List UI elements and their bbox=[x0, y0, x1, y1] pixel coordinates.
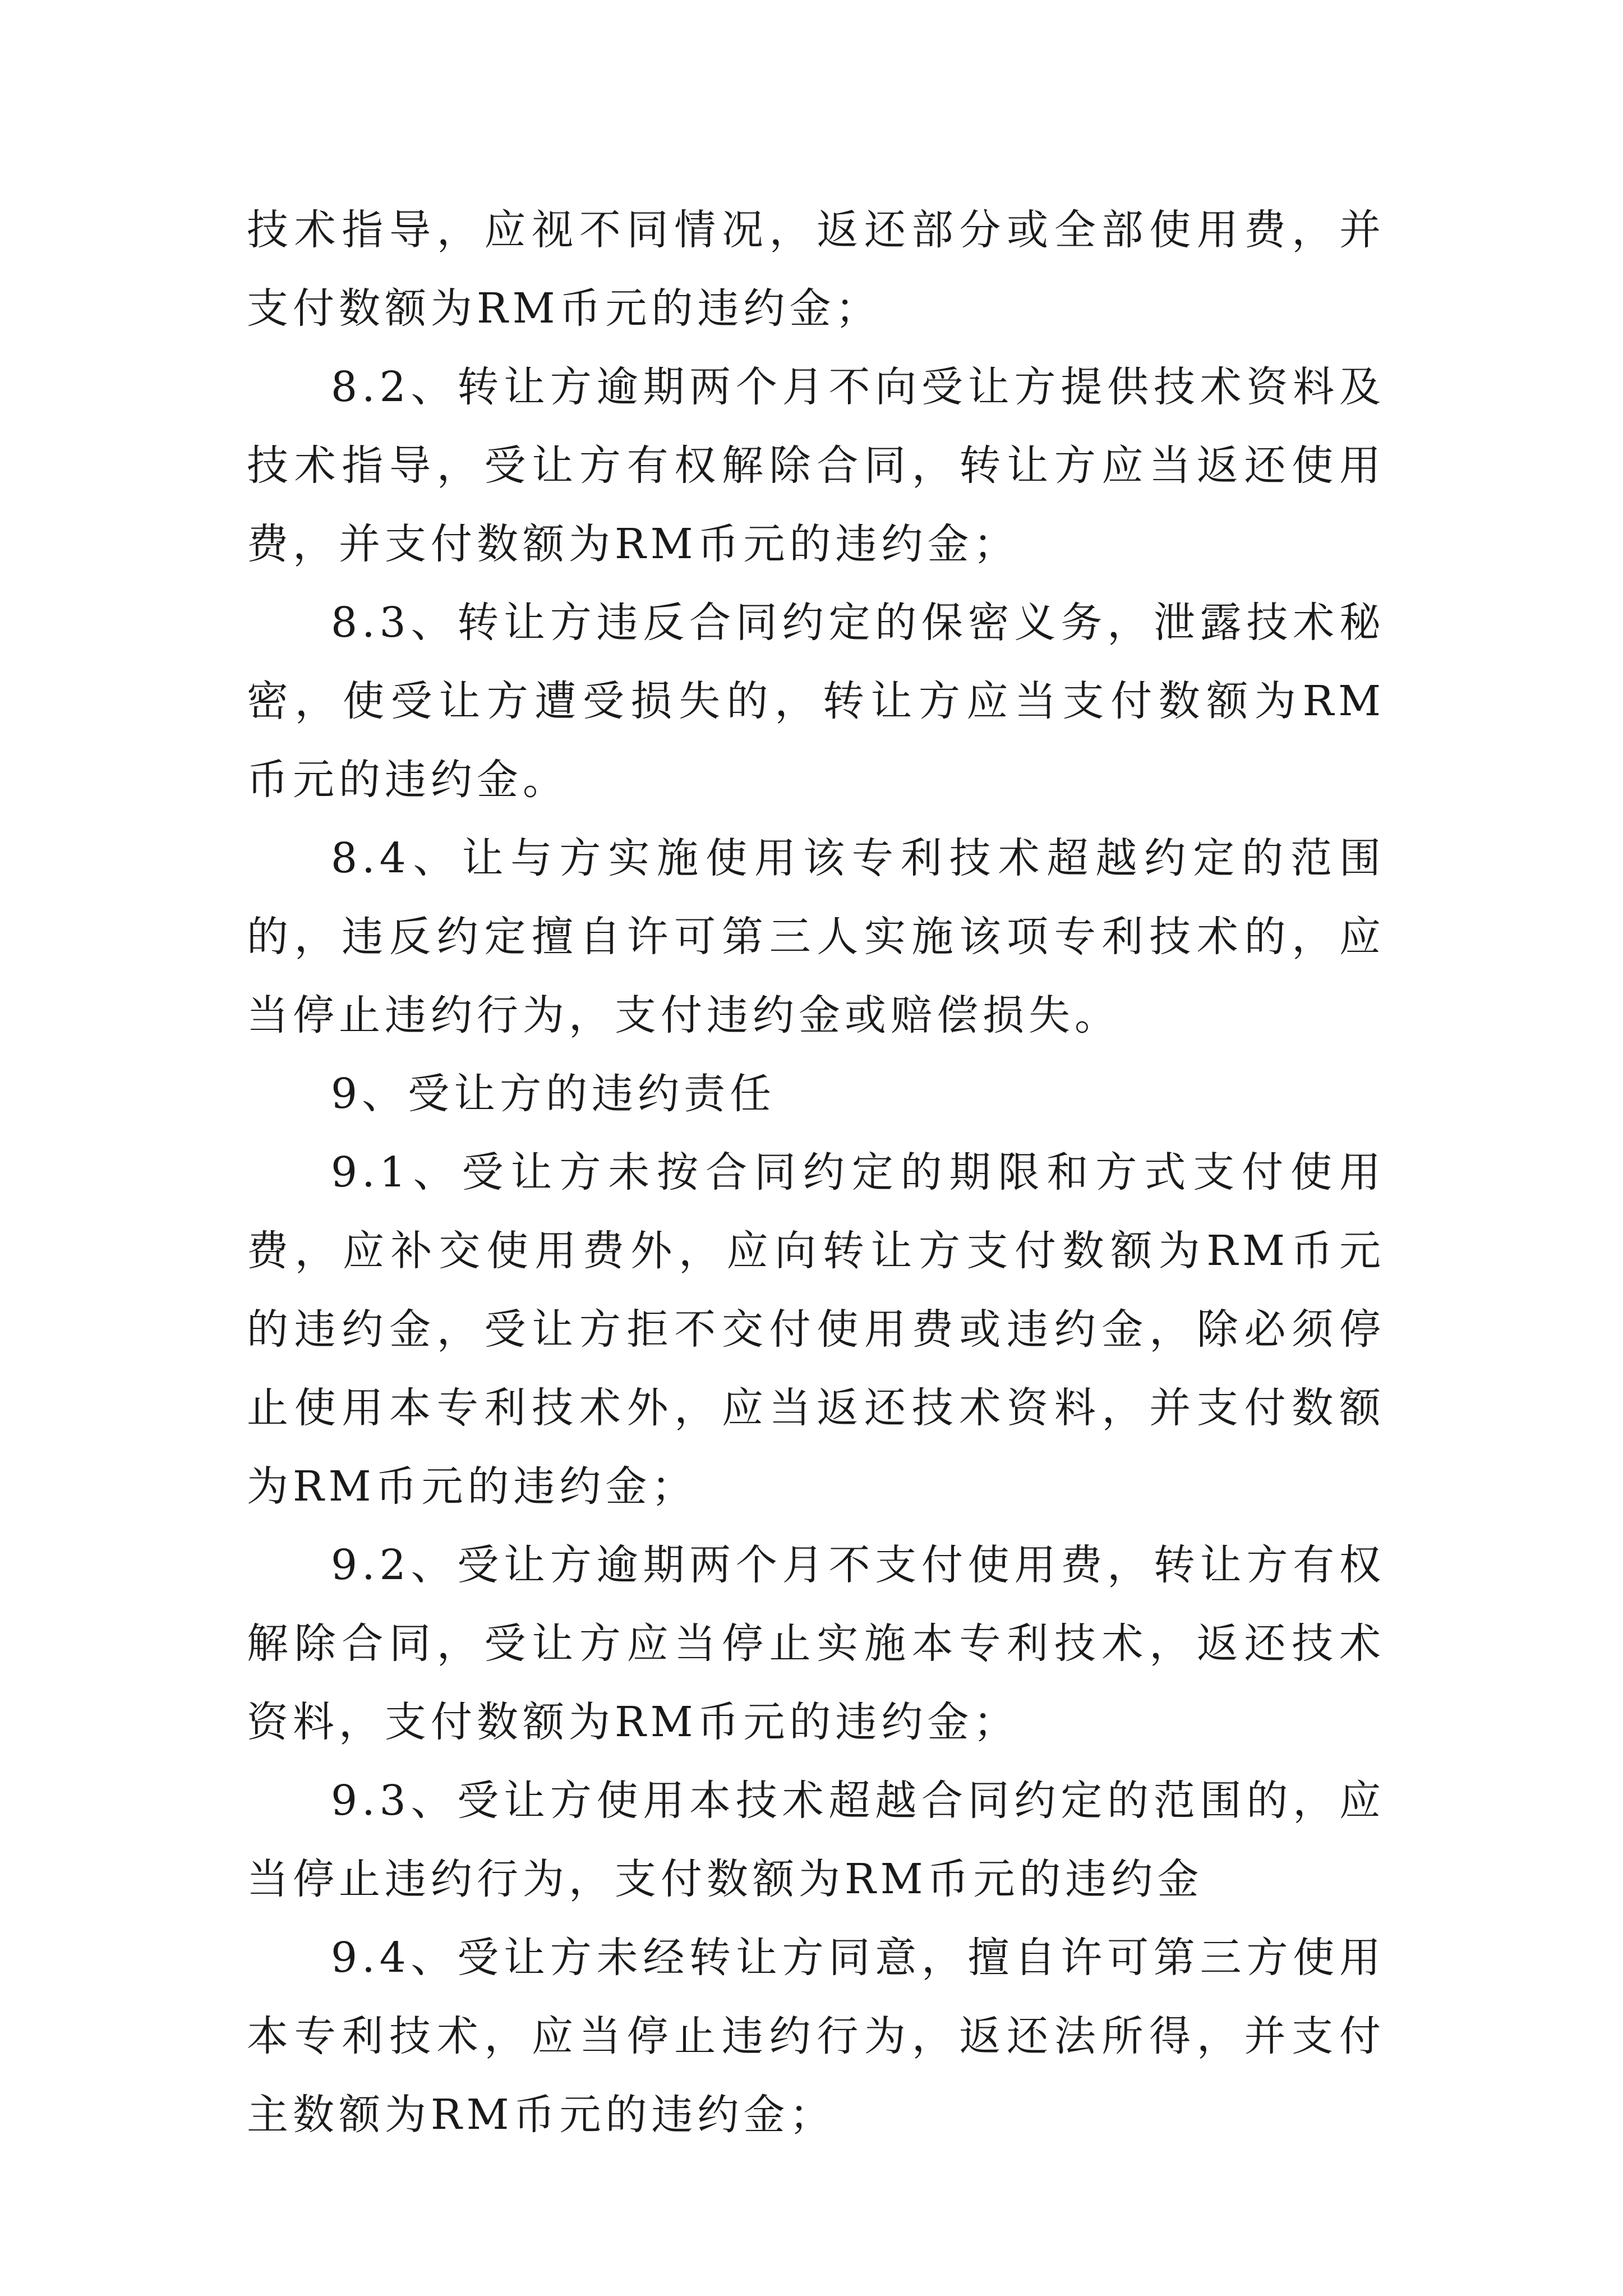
paragraph-8-2: 8.2、转让方逾期两个月不向受让方提供技术资料及技术指导，受让方有权解除合同，转让方应当返还使用费，并支付数额为RM币元的违约金； bbox=[247, 363, 1385, 568]
paragraph-9-3: 9.3、受让方使用本技术超越合同约定的范围的，应当停止违约行为，支付数额为RM币元的违约金 bbox=[247, 1777, 1385, 1903]
paragraph-9-1: 9.1、受让方未按合同约定的期限和方式支付使用费，应补交使用费外，应向转让方支付数额为RM币元的违约金，受让方拒不交付使用费或违约金，除必须停止使用本专利技术外，应当返还技术资料，并支付数额为RM币元的违约金； bbox=[247, 1148, 1385, 1511]
paragraph-8-3: 8.3、转让方违反合同约定的保密义务，泄露技术秘密，使受让方遭受损失的，转让方应当支付数额为RM币元的违约金。 bbox=[247, 599, 1385, 804]
paragraph-8-4: 8.4、让与方实施使用该专利技术超越约定的范围的，违反约定擅自许可第三人实施该项专利技术的，应当停止违约行为，支付违约金或赔偿损失。 bbox=[247, 834, 1385, 1039]
paragraph-9-2: 9.2、受让方逾期两个月不支付使用费，转让方有权解除合同，受让方应当停止实施本专利技术，返还技术资料，支付数额为RM币元的违约金； bbox=[247, 1541, 1385, 1746]
document-body bbox=[247, 191, 1385, 2154]
section-heading-9: 9、受让方的违约责任 bbox=[331, 1070, 776, 1118]
paragraph-1: 技术指导，应视不同情况，返还部分或全部使用费，并支付数额为RM币元的违约金； bbox=[247, 206, 1385, 333]
paragraph-9-4: 9.4、受让方未经转让方同意，擅自许可第三方使用本专利技术，应当停止违约行为，返还法所得，并支付主数额为RM币元的违约金； bbox=[247, 1934, 1385, 2139]
